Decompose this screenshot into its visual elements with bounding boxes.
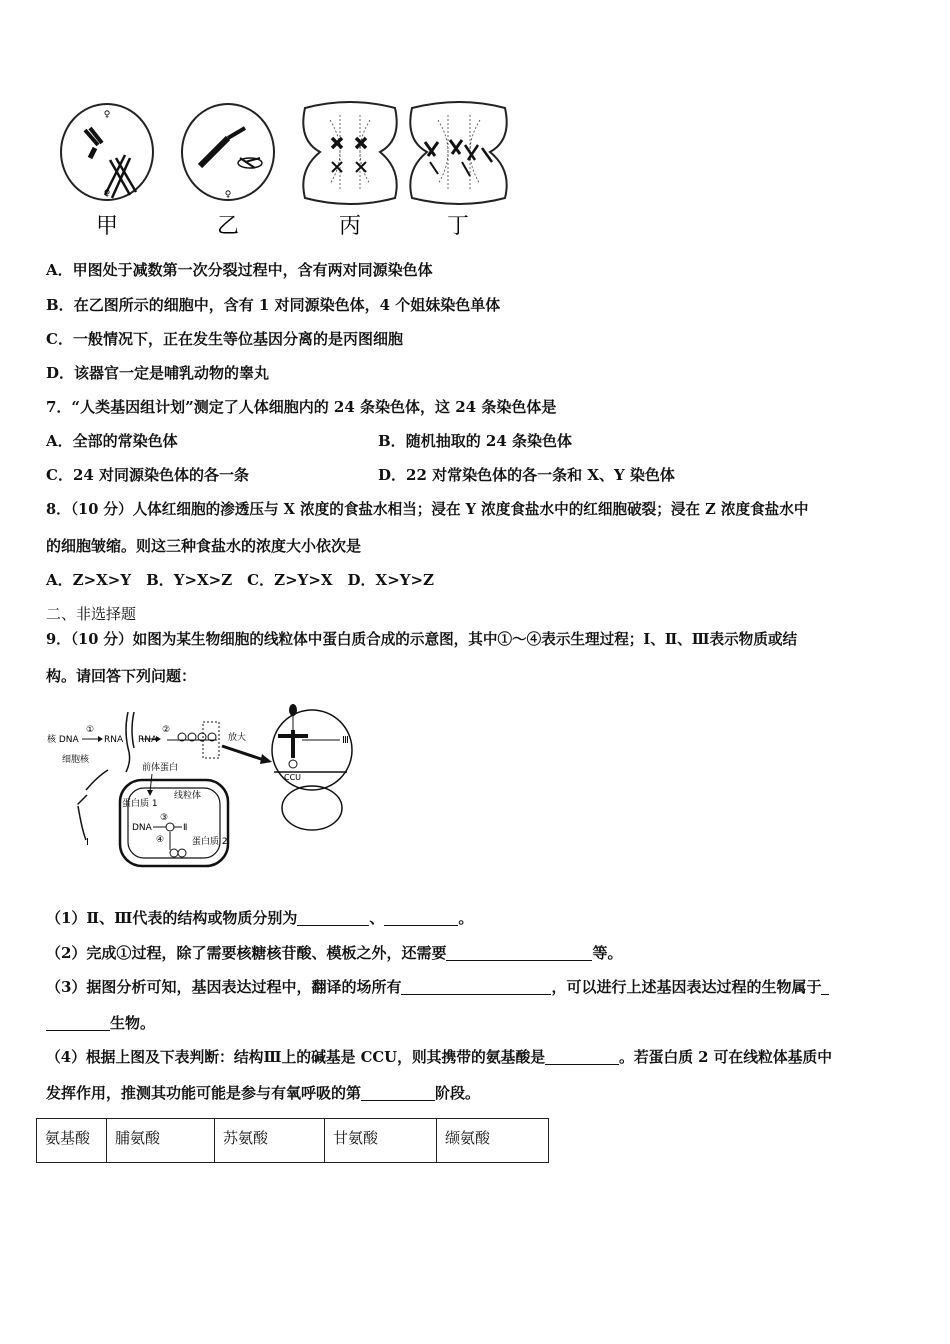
q7-option-d: D．22 对常染色体的各一条和 X、Y 染色体 bbox=[378, 466, 675, 484]
answer-blank[interactable] bbox=[297, 909, 369, 926]
q6-option-a: A．甲图处于减数第一次分裂过程中，含有两对同源染色体 bbox=[46, 261, 433, 279]
q8-options: A．Z>X>Y B．Y>X>Z C．Z>Y>X D．X>Y>Z bbox=[46, 571, 434, 589]
section-title: 二、非选择题 bbox=[46, 605, 137, 623]
answer-blank[interactable] bbox=[384, 909, 458, 926]
q8-stem-line1: 8．（10 分）人体红细胞的渗透压与 X 浓度的食盐水相当；浸在 Y 浓度食盐水中的红细胞破裂；浸在 Z 浓度食盐水中 bbox=[46, 501, 809, 518]
mito-protein-figure bbox=[42, 700, 372, 870]
q7-option-b: B．随机抽取的 24 条染色体 bbox=[378, 432, 573, 450]
fig-circ3: ③ bbox=[160, 813, 169, 823]
answer-blank[interactable] bbox=[46, 1014, 110, 1031]
q7-stem: 7．“人类基因组计划”测定了人体细胞内的 24 条染色体，这 24 条染色体是 bbox=[46, 398, 557, 416]
q6-option-d: D．该器官一定是哺乳动物的睾丸 bbox=[46, 364, 270, 382]
q9-sub3-cont: 生物。 bbox=[46, 1013, 155, 1033]
answer-blank[interactable] bbox=[545, 1048, 619, 1065]
table-row bbox=[37, 1119, 549, 1163]
fig-roman2: Ⅱ bbox=[183, 823, 188, 833]
cell-bing bbox=[303, 102, 396, 204]
answer-blank[interactable] bbox=[401, 978, 551, 995]
fig-circ4: ④ bbox=[156, 835, 165, 845]
fig-protein2: 蛋白质 2 bbox=[192, 837, 228, 847]
fig-mito: 线粒体 bbox=[174, 791, 202, 801]
fig-ccu: CCU bbox=[284, 773, 302, 782]
q7-option-c: C．24 对同源染色体的各一条 bbox=[46, 466, 250, 484]
fig-enlarge: 放大 bbox=[228, 733, 247, 743]
fig-dna: DNA bbox=[132, 823, 152, 833]
svg-text:♀: ♀ bbox=[103, 189, 111, 199]
fig-protein1: 蛋白质 1 bbox=[122, 799, 158, 809]
svg-text:♀: ♀ bbox=[224, 190, 232, 200]
fig-rna1: RNA bbox=[104, 735, 124, 745]
cell-jia bbox=[61, 104, 153, 200]
fig-rna2: RNA bbox=[138, 735, 158, 745]
fig-precursor: 前体蛋白 bbox=[142, 763, 179, 773]
q8-stem-line2: 的细胞皱缩。则这三种食盐水的浓度大小依次是 bbox=[46, 537, 362, 555]
answer-blank[interactable] bbox=[446, 944, 592, 961]
q9-sub3: （3）据图分析可知，基因表达过程中，翻译的场所有 ，可以进行上述基因表达过程的生物属于 bbox=[46, 977, 829, 997]
table-cell: 脯氨酸 bbox=[107, 1119, 215, 1163]
q7-option-a: A．全部的常染色体 bbox=[46, 432, 178, 450]
q9-sub2: （2）完成①过程，除了需要核糖核苷酸、模板之外，还需要 等。 bbox=[46, 944, 623, 962]
cell-label-jia: 甲 bbox=[95, 214, 119, 239]
amino-acid-table bbox=[36, 1118, 549, 1163]
fig-roman1: Ⅰ bbox=[86, 837, 89, 848]
fig-circ1: ① bbox=[86, 725, 95, 735]
cell-division-figure bbox=[50, 100, 510, 250]
table-cell: 缬氨酸 bbox=[437, 1119, 549, 1163]
q9-stem-line1: 9．（10 分）如图为某生物细胞的线粒体中蛋白质合成的示意图，其中①～④表示生理过程；Ⅰ、Ⅱ、Ⅲ表示物质或结 bbox=[46, 631, 798, 648]
cell-label-ding: 丁 bbox=[446, 214, 470, 239]
cell-label-bing: 丙 bbox=[338, 214, 362, 239]
cell-yi bbox=[182, 104, 274, 200]
q6-option-c: C．一般情况下，正在发生等位基因分离的是丙图细胞 bbox=[46, 330, 403, 348]
fig-circ2: ② bbox=[162, 725, 171, 735]
table-cell: 苏氨酸 bbox=[215, 1119, 325, 1163]
q9-stem-line2: 构。请回答下列问题： bbox=[46, 667, 197, 685]
q9-sub4-cont: 发挥作用，推测其功能可能是参与有氧呼吸的第 阶段。 bbox=[46, 1084, 481, 1102]
q9-sub4: （4）根据上图及下表判断：结构Ⅲ上的碱基是 CCU，则其携带的氨基酸是 。若蛋白质 2 可在线粒体基质中 bbox=[46, 1049, 833, 1066]
fig-nuc-dna: 核 DNA bbox=[47, 735, 79, 745]
cell-ding bbox=[410, 102, 506, 204]
table-cell: 甘氨酸 bbox=[325, 1119, 437, 1163]
svg-text:♀: ♀ bbox=[103, 110, 111, 120]
fig-nucleus: 细胞核 bbox=[62, 755, 90, 765]
fig-roman3: Ⅲ bbox=[342, 735, 349, 746]
q6-option-b: B．在乙图所示的细胞中，含有 1 对同源染色体，4 个姐妹染色单体 bbox=[46, 296, 501, 314]
answer-blank[interactable] bbox=[821, 978, 829, 995]
answer-blank[interactable] bbox=[361, 1084, 435, 1101]
table-cell: 氨基酸 bbox=[37, 1119, 107, 1163]
cell-label-yi: 乙 bbox=[216, 214, 240, 239]
q9-sub1: （1）Ⅱ、Ⅲ代表的结构或物质分别为 、 。 bbox=[46, 909, 474, 927]
